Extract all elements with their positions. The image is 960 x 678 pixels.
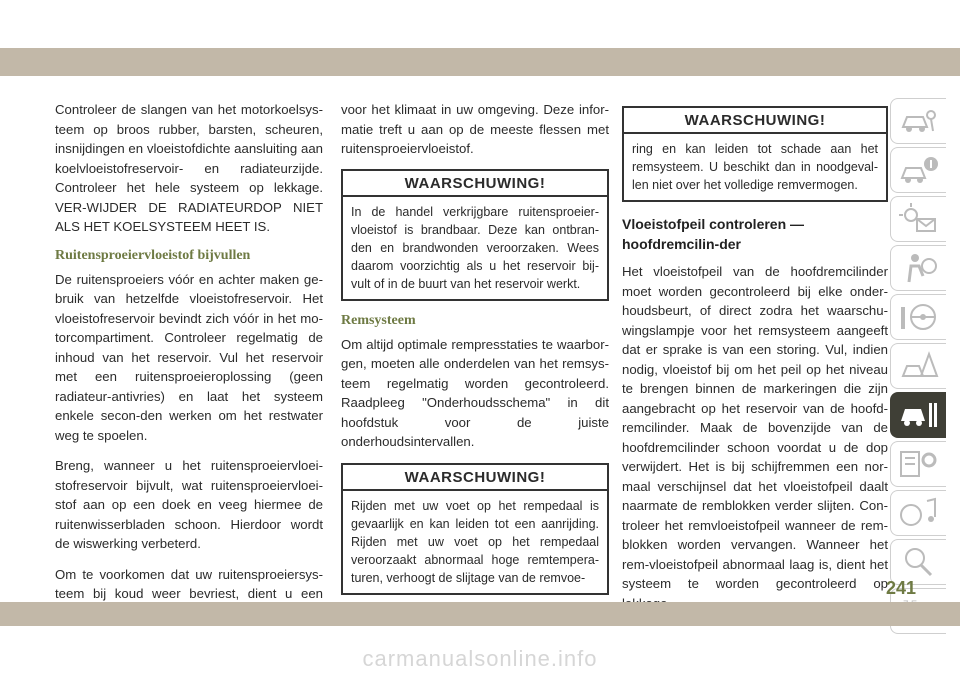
page-number: 241 xyxy=(885,578,916,598)
section-heading: Ruitensproeiervloeistof bijvullen xyxy=(55,247,251,263)
gear-list-icon xyxy=(899,448,939,480)
warning-box xyxy=(341,169,609,301)
car-wrench-icon xyxy=(899,399,939,431)
chapter-tabs xyxy=(890,98,946,637)
paragraph: Om te voorkomen dat uw ruitensproeiersys-teem bij koud weer bevriest, dient u een xyxy=(55,566,323,601)
music-icon xyxy=(899,497,939,529)
car-info-icon xyxy=(899,154,939,186)
tab-roadside-warning[interactable] xyxy=(890,343,946,389)
column-right xyxy=(622,100,888,624)
steering-wheel-icon xyxy=(899,301,939,333)
warning-title: WAARSCHUWING! xyxy=(624,108,886,134)
tab-gear-list[interactable] xyxy=(890,441,946,487)
roadside-warning-icon xyxy=(899,350,939,382)
warning-box xyxy=(341,463,609,595)
tab-airbag[interactable] xyxy=(890,245,946,291)
tab-car-key[interactable] xyxy=(890,98,946,144)
paragraph: Om altijd optimale rempresstaties te waarbor-gen, moeten alle onderdelen van het remsys-teem regelmatig worden gecontroleerd. Raadpleeg "Onderhoudsschema" in dit hoofdstuk voor de juiste onderhoudsintervallen. xyxy=(341,336,609,449)
watermark: carmanualsonline.info xyxy=(362,646,598,671)
column-left xyxy=(55,100,323,634)
top-band xyxy=(0,48,960,76)
tab-warning-light[interactable] xyxy=(890,196,946,242)
paragraph: Controleer de slangen van het motorkoelsys-teem op broos rubber, barsten, scheuren, insnijdingen en vloeistofdichte aansluiting aan koelvloeistofreservoir- en radiateurzijde. Controleer het hele systeem op lekkage. VER-WIJDER DE RADIATEURDOP NIET ALS HET KOELSYSTEEM HEET IS. xyxy=(55,102,323,234)
airbag-icon xyxy=(899,252,939,284)
warning-title: WAARSCHUWING! xyxy=(343,465,607,491)
section-heading: Vloeistofpeil controleren — hoofdremcilin-der xyxy=(622,216,805,252)
warning-text: Rijden met uw voet op het rempedaal is gevaarlijk en kan leiden tot een aanrijding. Rijden met uw voet op het rempedaal veroorzaakt abnormaal hoge remtempera-turen, verhoogt de slijtage van de remvoe- xyxy=(351,498,599,585)
car-key-icon xyxy=(899,105,939,137)
tab-car-wrench[interactable] xyxy=(890,392,946,438)
warning-text: In de handel verkrijgbare ruitensproeier-vloeistof is brandbaar. Deze kan ontbran-den en brandwonden veroorzaken. Wees daarom voorzichtig als u het reservoir bij-vult of in de buurt van het reservoir werkt. xyxy=(351,204,599,291)
bottom-band xyxy=(0,602,960,626)
tab-steering-wheel[interactable] xyxy=(890,294,946,340)
warning-text: ring en kan leiden tot schade aan het remsysteem. U beschikt dan in noodgeval-len niet over het volledige remvermogen. xyxy=(632,142,878,192)
section-heading: Remsysteem xyxy=(341,312,416,328)
column-middle xyxy=(341,100,609,607)
warning-box xyxy=(622,106,888,202)
tab-car-info[interactable] xyxy=(890,147,946,193)
magnifier-icon xyxy=(899,546,939,578)
paragraph: Breng, wanneer u het ruitensproeiervloei-stofreservoir bijvult, wat ruitensproeiervloei-stof aan op een doek en veeg hiermee de ruitenwisserbladen schoon. Hierdoor wordt de wiswerking verbeterd. xyxy=(55,458,323,551)
warning-light-icon xyxy=(899,203,939,235)
paragraph: Het vloeistofpeil van de hoofdremcilinder moet worden gecontroleerd bij elke onder-houdsbeurt, of direct zodra het waarschu-wingslampje voor het remsysteem aangeeft dat er sprake is van een storing. Vul, indien nodig, vloeistof bij om het peil op het niveau te brengen binnen de markeringen die zijn aangebracht op het reservoir van de hoofd-remcilinder. Maak de bovenzijde van de hoofdremcilinder schoon voordat u de dop verwijdert. Het is bij schijfremmen een nor-maal verschijnsel dat het vloeistofpeil daalt naarmate de remblokken verder slijten. Con-troleer het remvloeistofpeil wanneer de rem-blokken worden vervangen. Wanneer het rem-vloeistofpeil abnormaal laag is, dient het systeem te worden gecontroleerd op xyxy=(622,264,888,591)
tab-music[interactable] xyxy=(890,490,946,536)
warning-title: WAARSCHUWING! xyxy=(343,171,607,197)
paragraph: De ruitensproeiers vóór en achter maken ge-bruik van hetzelfde vloeistofreservoir. Het vloeistofreservoir bevindt zich vóór in het mo-torcompartiment. Controleer regelmatig de inhoud van het reservoir. Vul het reservoir met een ruitensproeieroplossing (geen radiateur-antivries) en laat het systeem enkele secon-den werken om het restwater weg te spoelen. xyxy=(55,271,323,443)
paragraph: voor het klimaat in uw omgeving. Deze infor-matie treft u aan op de meeste flessen met ruitensproeiervloeistof. xyxy=(341,102,609,156)
